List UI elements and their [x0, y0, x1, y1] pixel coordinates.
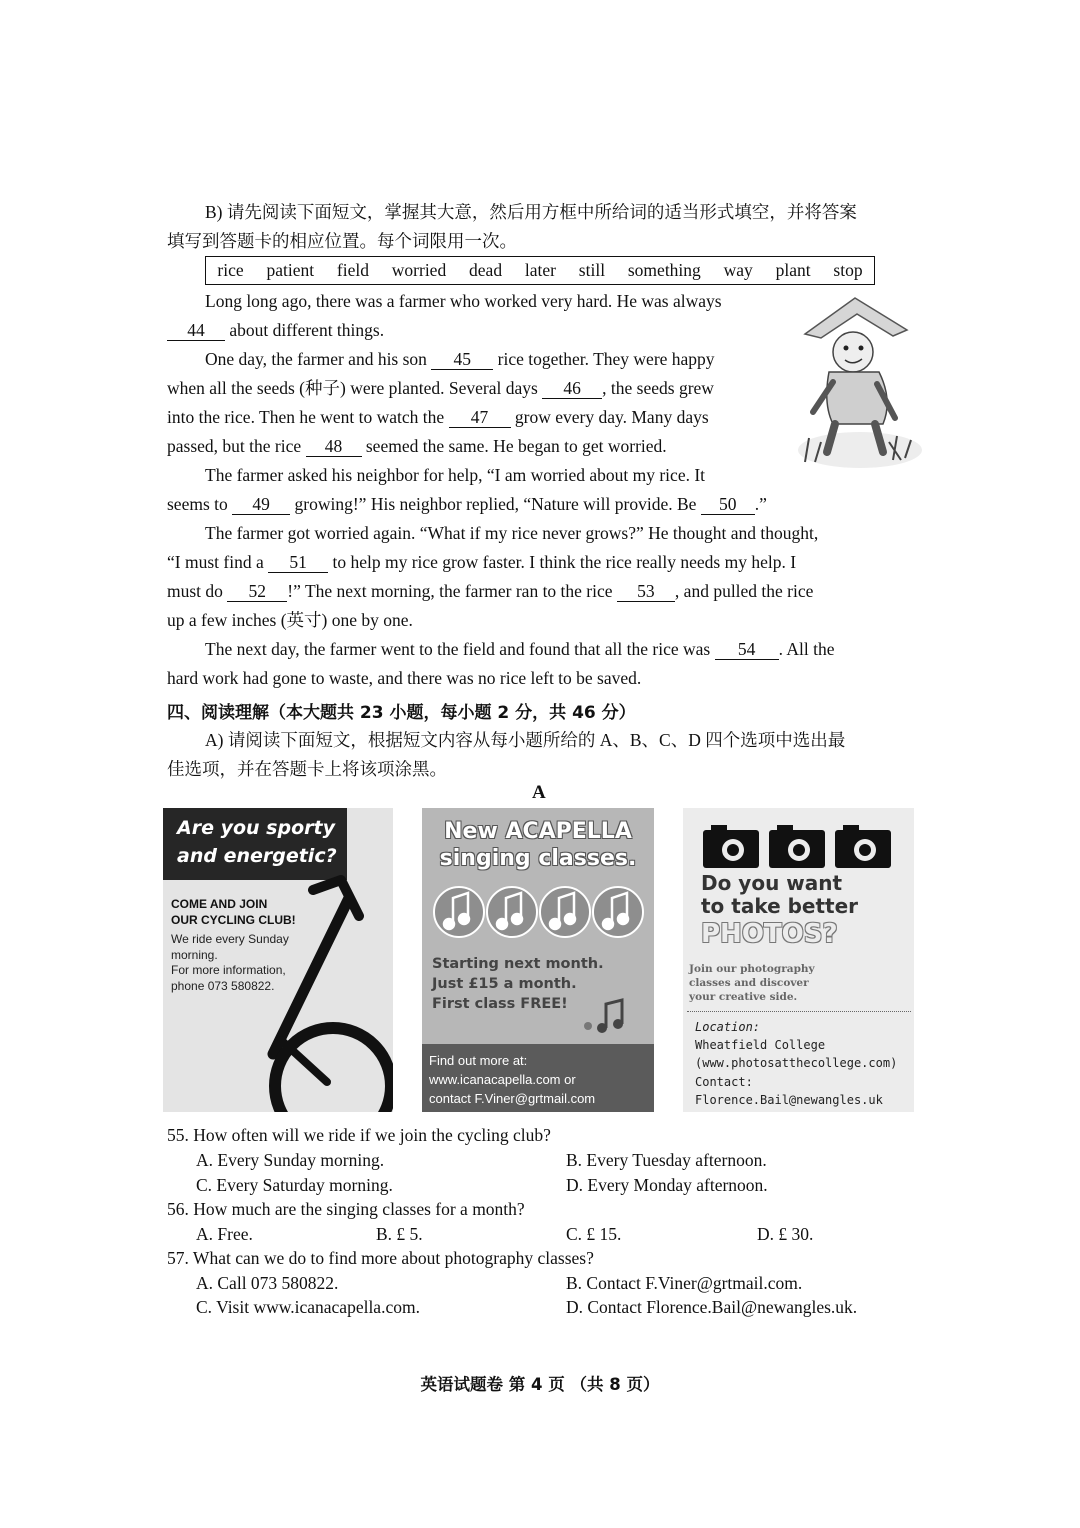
passage-line: One day, the farmer and his son 45 rice together. They were happy [205, 349, 715, 369]
singing-title: New ACAPELLA singing classes. [439, 819, 637, 871]
bicycle-icon [263, 868, 393, 1112]
passage-line: seems to 49 growing!” His neighbor replied, “Nature will provide. Be 50 .” [167, 494, 767, 514]
word-bank-item: still [578, 260, 606, 280]
option-55-c: C. Every Saturday morning. [196, 1175, 393, 1195]
word-bank-item: stop [833, 260, 863, 280]
blank-44: 44 [167, 320, 225, 341]
blank-50: 50 [701, 494, 755, 515]
passage-line: The farmer asked his neighbor for help, “I am worried about my rice. It [205, 465, 706, 485]
section-4-instruction: A) 请阅读下面短文，根据短文内容从每小题所给的 A、B、C、D 四个选项中选出最 [205, 730, 846, 750]
blank-52: 52 [227, 581, 287, 602]
page-footer: 英语试题卷 第 4 页 （共 8 页） [420, 1375, 660, 1394]
singing-classes-ad [422, 808, 654, 1112]
word-bank-item: field [336, 260, 369, 280]
passage-line: when all the seeds (种子) were planted. Several days 46 , the seeds grew [167, 378, 714, 398]
music-note-icon [580, 996, 646, 1036]
passage-a-label: A [532, 782, 546, 803]
cycling-headline: Are you sporty and energetic? [177, 817, 337, 867]
question-55: 55. How often will we ride if we join the cycling club? [167, 1125, 551, 1145]
word-bank-item: plant [775, 260, 811, 280]
passage-line: up a few inches (英寸) one by one. [167, 610, 413, 630]
option-55-b: B. Every Tuesday afternoon. [566, 1150, 767, 1170]
farmer-illustration [785, 292, 927, 474]
blank-47: 47 [449, 407, 511, 428]
blank-45: 45 [431, 349, 493, 370]
blank-46: 46 [542, 378, 602, 399]
option-56-c: C. £ 15. [566, 1224, 622, 1244]
passage-line: Long long ago, there was a farmer who worked very hard. He was always [205, 291, 722, 311]
option-57-a: A. Call 073 580822. [196, 1273, 339, 1293]
option-55-d: D. Every Monday afternoon. [566, 1175, 768, 1195]
blank-48: 48 [306, 436, 362, 457]
photography-title: Do you want to take better PHOTOS? [701, 871, 859, 949]
music-notes-icons [432, 878, 646, 954]
photography-contact: Location: Wheatfield College (www.photosatthecollege.com) Contact: Florence.Bail@newangles.uk [695, 1020, 898, 1107]
section-b-instruction-cont: 填写到答题卡的相应位置。每个词限用一次。 [167, 231, 517, 251]
option-57-c: C. Visit www.icanacapella.com. [196, 1297, 420, 1317]
word-bank-item: way [723, 260, 753, 280]
section-4-heading: 四、阅读理解（本大题共 23 小题，每小题 2 分，共 46 分） [167, 703, 636, 723]
photography-divider [687, 1011, 911, 1012]
passage-line: into the rice. Then he went to watch the 47 grow every day. Many days [167, 407, 709, 427]
passage-line: passed, but the rice 48 seemed the same. He began to get worried. [167, 436, 667, 456]
word-bank-item: patient [266, 260, 315, 280]
blank-53: 53 [617, 581, 675, 602]
word-bank-item: dead [469, 260, 503, 280]
singing-details: Starting next month. Just £15 a month. First class FREE! [432, 956, 604, 1012]
blank-49: 49 [232, 494, 290, 515]
word-bank-item: worried [391, 260, 447, 280]
word-bank-item: something [627, 260, 701, 280]
option-57-b: B. Contact F.Viner@grtmail.com. [566, 1273, 803, 1293]
passage-line: must do 52 !” The next morning, the farmer ran to the rice 53 , and pulled the rice [167, 581, 814, 601]
option-57-d: D. Contact Florence.Bail@newangles.uk. [566, 1297, 858, 1317]
photography-tagline: Join our photography classes and discover your creative side. [689, 963, 815, 1003]
blank-51: 51 [268, 552, 328, 573]
photography-ad [683, 808, 914, 1112]
cycling-body: We ride every Sunday morning. For more information, phone 073 580822. [171, 932, 289, 993]
singing-contact: Find out more at: www.icanacapella.com or contact F.Viner@grtmail.com [429, 1053, 596, 1106]
word-bank-item: later [524, 260, 556, 280]
passage-line: 44 about different things. [167, 316, 384, 345]
option-55-a: A. Every Sunday morning. [196, 1150, 385, 1170]
passage-line: The next day, the farmer went to the field and found that all the rice was 54 . All the [205, 639, 835, 659]
cycling-subtitle: COME AND JOIN OUR CYCLING CLUB! [171, 897, 296, 927]
question-56: 56. How much are the singing classes for a month? [167, 1199, 525, 1219]
option-56-d: D. £ 30. [757, 1224, 814, 1244]
section-4-instruction-cont: 佳选项，并在答题卡上将该项涂黑。 [167, 759, 447, 779]
word-bank-box [205, 256, 875, 285]
option-56-a: A. Free. [196, 1224, 253, 1244]
passage-line: “I must find a 51 to help my rice grow faster. I think the rice really needs my help. I [167, 552, 797, 572]
camera-icons [703, 822, 893, 870]
cycling-club-ad [163, 808, 393, 1112]
passage-line: hard work had gone to waste, and there was no rice left to be saved. [167, 668, 642, 688]
passage-line: The farmer got worried again. “What if my rice never grows?” He thought and thought, [205, 523, 819, 543]
blank-54: 54 [715, 639, 779, 660]
option-56-b: B. £ 5. [376, 1224, 423, 1244]
word-bank-item: rice [217, 260, 244, 280]
section-b-instruction: B) 请先阅读下面短文，掌握其大意，然后用方框中所给词的适当形式填空，并将答案 [205, 202, 857, 222]
question-57: 57. What can we do to find more about photography classes? [167, 1248, 594, 1268]
